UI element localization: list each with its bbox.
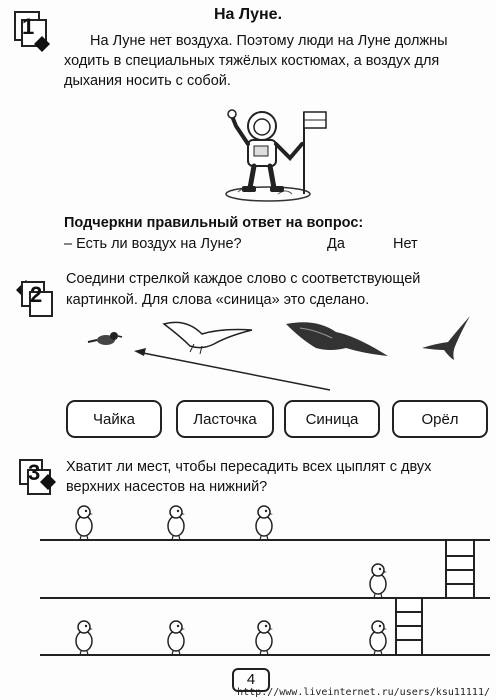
task-number-1: 1: [22, 14, 35, 39]
chick-lower-4: [370, 621, 387, 655]
word-box-chayka[interactable]: Чайка: [66, 400, 162, 438]
task2-line-1: Соедини стрелкой каждое слово с соответствующей: [66, 271, 421, 287]
ladder-2: [396, 598, 422, 655]
task3-line-1: Хватит ли мест, чтобы пересадить всех цыплят с двух: [66, 459, 432, 475]
chick-middle-1: [370, 564, 387, 598]
chick-lower-1: [76, 621, 93, 655]
task1-question: – Есть ли воздух на Луне?: [64, 236, 242, 252]
chick-upper-1: [76, 506, 93, 540]
word-box-lastochka[interactable]: Ласточка: [176, 400, 274, 438]
task2-line-2: картинкой. Для слова «синица» это сделано.: [66, 292, 370, 308]
ladder-1: [446, 540, 474, 598]
task1-line-1: На Луне нет воздуха. Поэтому люди на Луне должны: [90, 33, 448, 49]
chick-upper-2: [168, 506, 185, 540]
task-number-3: 3: [28, 460, 41, 485]
chick-lower-3: [256, 621, 273, 655]
answer-option-net[interactable]: Нет: [393, 236, 418, 252]
task-number-2: 2: [30, 282, 43, 307]
footer-url[interactable]: http://www.liveinternet.ru/users/ksu11111/: [237, 687, 490, 698]
task1-line-2: ходить в специальных тяжёлых костюмах, а воздух для: [64, 53, 440, 69]
chick-lower-2: [168, 621, 185, 655]
word-box-sinitsa[interactable]: Синица: [284, 400, 380, 438]
answer-option-da[interactable]: Да: [327, 236, 345, 252]
page-number: 4: [232, 668, 270, 692]
task1-instruction: Подчеркни правильный ответ на вопрос:: [64, 215, 364, 231]
word-box-oryol[interactable]: Орёл: [392, 400, 488, 438]
page-title: На Луне.: [213, 6, 283, 23]
task1-line-3: дыхания носить с собой.: [64, 73, 231, 89]
task3-line-2: верхних насестов на нижний?: [66, 479, 268, 495]
chick-upper-3: [256, 506, 273, 540]
